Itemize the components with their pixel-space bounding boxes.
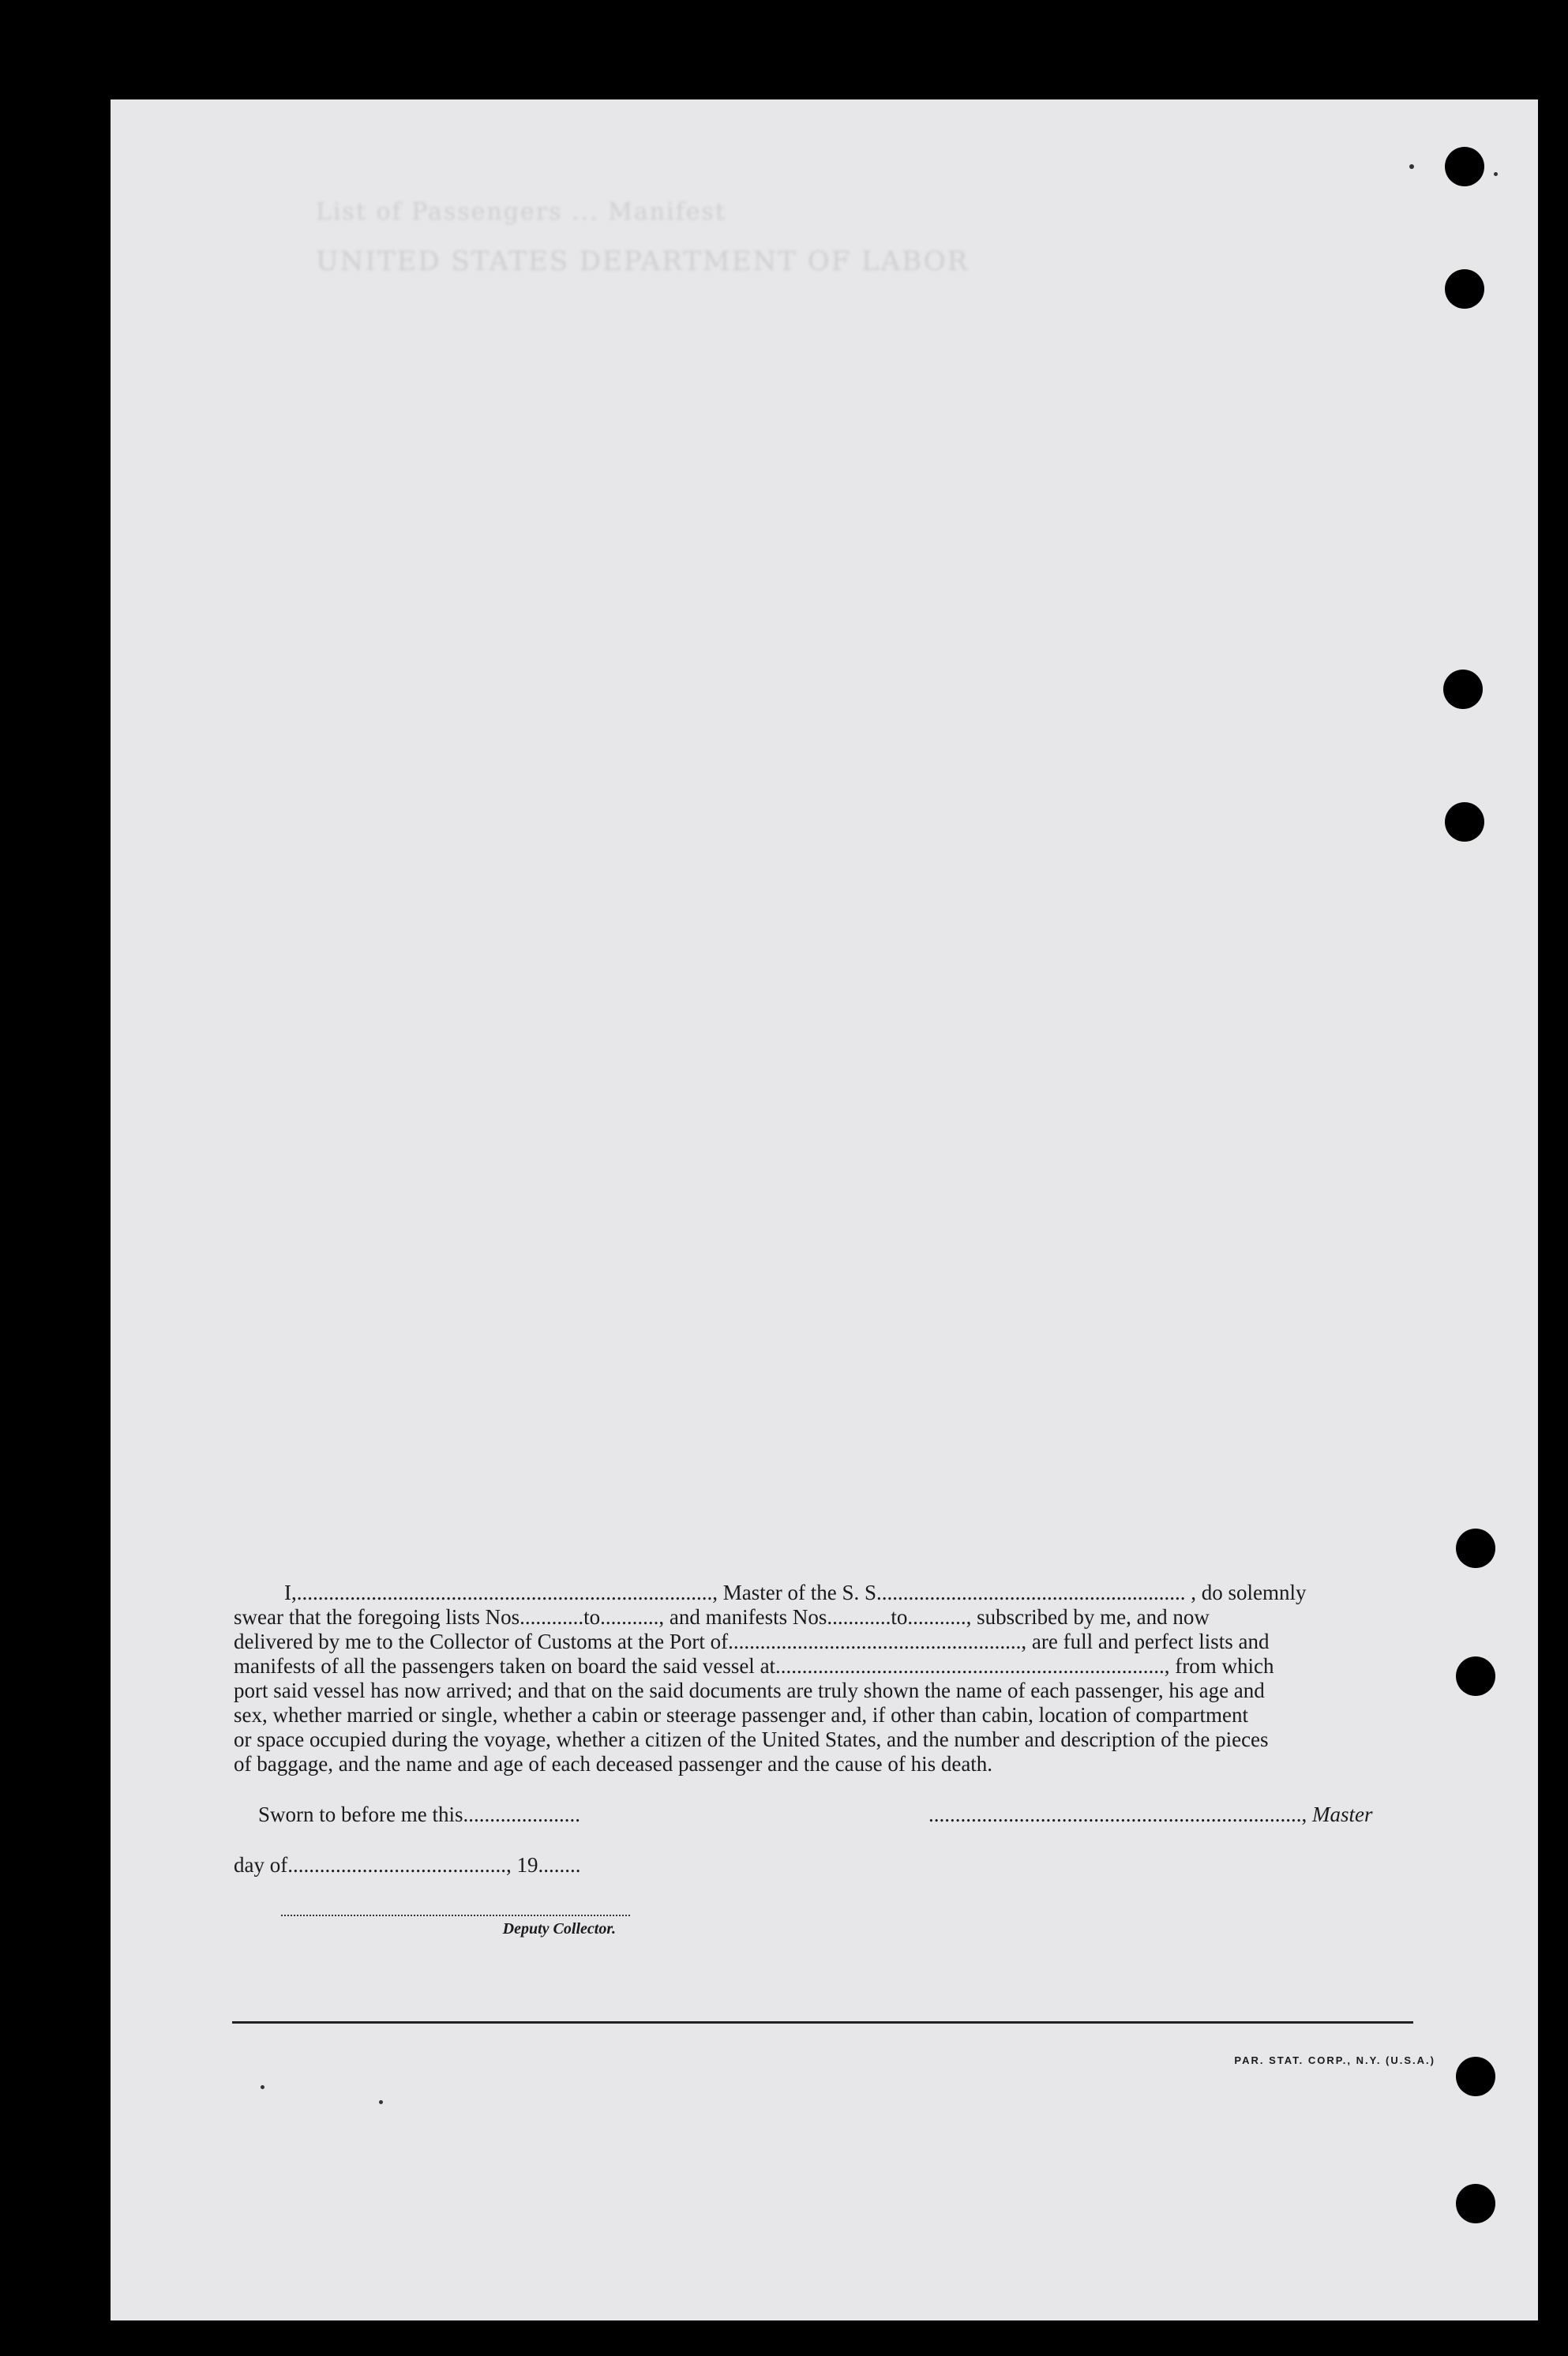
- speck: [1494, 172, 1498, 176]
- oath-line: delivered by me to the Collector of Customs at the Port of......................................................., are full and perfect lists and: [234, 1630, 1270, 1653]
- oath-line: port said vessel has now arrived; and that on the said documents are truly shown the name of each passenger, his age and: [234, 1679, 1265, 1702]
- speck: [1409, 164, 1414, 169]
- punch-hole: [1456, 2184, 1495, 2223]
- sworn-before-line: Sworn to before me this......................: [258, 1803, 580, 1826]
- master-signature-dots: ......................................................................,: [928, 1803, 1307, 1826]
- punch-hole: [1443, 670, 1483, 709]
- master-oath-paragraph: [234, 1581, 1415, 1776]
- master-signature-line: [928, 1803, 1373, 1827]
- oath-line: I,.............................................................................., Master of the S. S.......................................................... , do solemnly: [284, 1581, 1307, 1604]
- speck: [261, 2085, 264, 2089]
- oath-line: swear that the foregoing lists Nos............to..........., and manifests Nos............to..........., subscribed by me, and now: [234, 1605, 1210, 1629]
- oath-line: sex, whether married or single, whether a cabin or steerage passenger and, if other than cabin, location of compartment: [234, 1703, 1249, 1727]
- punch-hole: [1456, 1529, 1495, 1568]
- day-of-line: day of........................................., 19........: [234, 1853, 581, 1877]
- deputy-collector-signature-line: [281, 1915, 630, 1916]
- manifest-page: [111, 99, 1538, 2320]
- footer-rule: [232, 2021, 1413, 2024]
- oath-line: of baggage, and the name and age of each deceased passenger and the cause of his death.: [234, 1752, 993, 1776]
- punch-hole: [1445, 147, 1484, 186]
- deputy-collector-label: Deputy Collector.: [502, 1920, 616, 1938]
- oath-line: or space occupied during the voyage, whether a citizen of the United States, and the number and description of the pieces: [234, 1728, 1269, 1751]
- printer-imprint: PAR. STAT. CORP., N.Y. (U.S.A.): [1234, 2054, 1435, 2066]
- bleed-through-text: List of Passengers ... Manifest: [316, 198, 726, 226]
- punch-hole: [1445, 269, 1484, 309]
- master-label: Master: [1312, 1803, 1373, 1826]
- punch-hole: [1445, 802, 1484, 842]
- punch-hole: [1456, 1656, 1495, 1696]
- speck: [379, 2100, 383, 2104]
- punch-hole: [1456, 2057, 1495, 2096]
- oath-line: manifests of all the passengers taken on board the said vessel at........................................................................., from which: [234, 1654, 1274, 1678]
- bleed-through-text: UNITED STATES DEPARTMENT OF LABOR: [316, 246, 970, 277]
